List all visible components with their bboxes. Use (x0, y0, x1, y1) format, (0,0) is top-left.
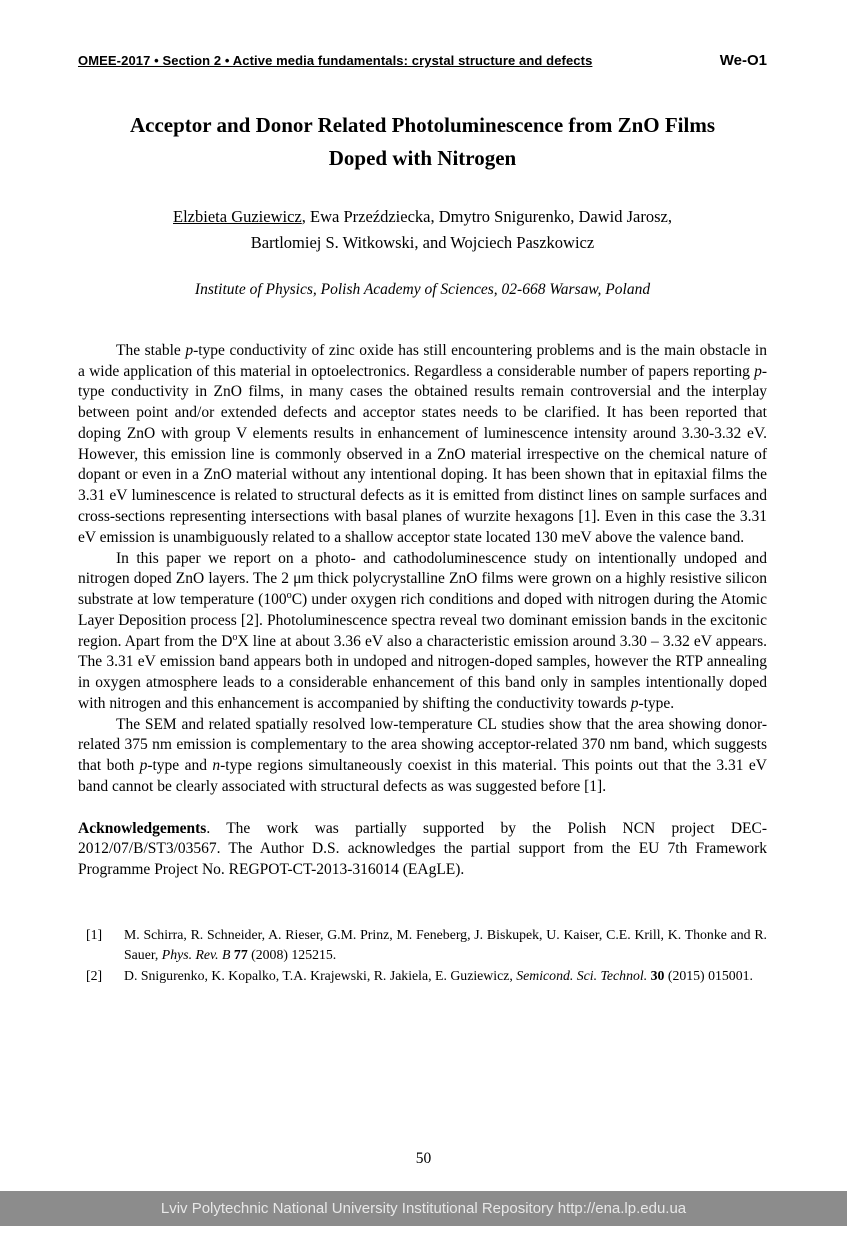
paper-title: Acceptor and Donor Related Photoluminescence from ZnO Films Doped with Nitrogen (129, 113, 716, 170)
abstract-paragraph-1: The stable p-type conductivity of zinc oxide has still encountering problems and is the main obstacle in a wide application of this material in optoelectronics. Regardless a considerable number of papers reporting p-type conductivity in ZnO films, in many cases the obtained results remain controversial and the interplay between point and/or extended defects and acceptor states needs to be clarified. It has been reported that doping ZnO with group V elements results in enhancement of luminescence intensity around 3.30-3.32 eV. However, this emission line is commonly observed in a ZnO material irrespective on the chemical nature of dopant or even in a ZnO material without any intentional doping. It has been shown that in epitaxial films the 3.31 eV luminescence is related to structural defects as it is emitted from distinct lines on sample surfaces and cross-sections representing intersections with basal planes of wurzite hexagons [1]. Even in this case the 3.31 eV emission is unambiguously related to a shallow acceptor state located 130 meV above the valence band. (78, 341, 767, 546)
acknowledgements: Acknowledgements. The work was partially supported by the Polish NCN project DEC-2012/07/B/ST3/03567. The Author D.S. acknowledges the partial support from the EU 7th Framework Programme Project No. REGPOT-CT-2013-316014 (EAgLE). (78, 819, 767, 879)
reference-item (86, 966, 767, 986)
reference-item (86, 925, 767, 964)
reference-label: [1] (86, 927, 103, 943)
header-session-info: OMEE-2017 • Section 2 • Active media fundamentals: crystal structure and defects (78, 53, 593, 68)
abstract-paragraph-3: The SEM and related spatially resolved low-temperature CL studies show that the area showing donor-related 375 nm emission is complementary to the area showing acceptor-related 370 nm band, which suggests that both p-type and n-type regions simultaneously coexist in this material. This points out that the 3.31 eV band cannot be clearly associated with structural defects as was suggested before [1]. (78, 715, 767, 795)
reference-label: [2] (86, 968, 103, 984)
authors-line: Elzbieta Guziewicz, Ewa Przeździecka, Dmytro Snigurenko, Dawid Jarosz, Bartlomiej S. Witkowski, and Wojciech Paszkowicz (173, 207, 672, 253)
abstract-body (78, 341, 767, 798)
reference-list (78, 925, 767, 986)
page-number: 50 (415, 1150, 432, 1167)
paper-code: We-O1 (719, 52, 767, 69)
reference-text: M. Schirra, R. Schneider, A. Rieser, G.M. Prinz, M. Feneberg, J. Biskupek, U. Kaiser, C.E. Krill, K. Thonke and R. Sauer, Phys. Rev. B 77 (2008) 125215. (124, 927, 767, 962)
affiliation: Institute of Physics, Polish Academy of Sciences, 02-668 Warsaw, Poland (194, 280, 651, 298)
footer-banner: Lviv Polytechnic National University Institutional Repository http://ena.lp.edu.ua (0, 1191, 847, 1226)
page-header (78, 52, 767, 69)
abstract-paragraph-2: In this paper we report on a photo- and cathodoluminescence study on intentionally undoped and nitrogen doped ZnO layers. The 2 μm thick polycrystalline ZnO films were grown on a highly resistive silicon substrate at low temperature (100$^o$C) under oxygen rich conditions and doped with nitrogen during the Atomic Layer Deposition process [2]. Photoluminescence spectra reveal two dominant emission bands in the excitonic region. Apart from the $D^oX$ line at about 3.36 eV also a characteristic emission around 3.30 – 3.32 eV appears. The 3.31 eV emission band appears both in undoped and nitrogen-doped samples, however the RTP annealing in oxygen atmosphere leads to a considerable enhancement of this band only in samples intentionally doped with nitrogen and this enhancement is accompanied by shifting the conductivity towards p-type. (78, 549, 767, 712)
reference-text: D. Snigurenko, K. Kopalko, T.A. Krajewski, R. Jakiela, E. Guziewicz, Semicond. Sci. Technol. 30 (2015) 015001. (124, 968, 753, 984)
